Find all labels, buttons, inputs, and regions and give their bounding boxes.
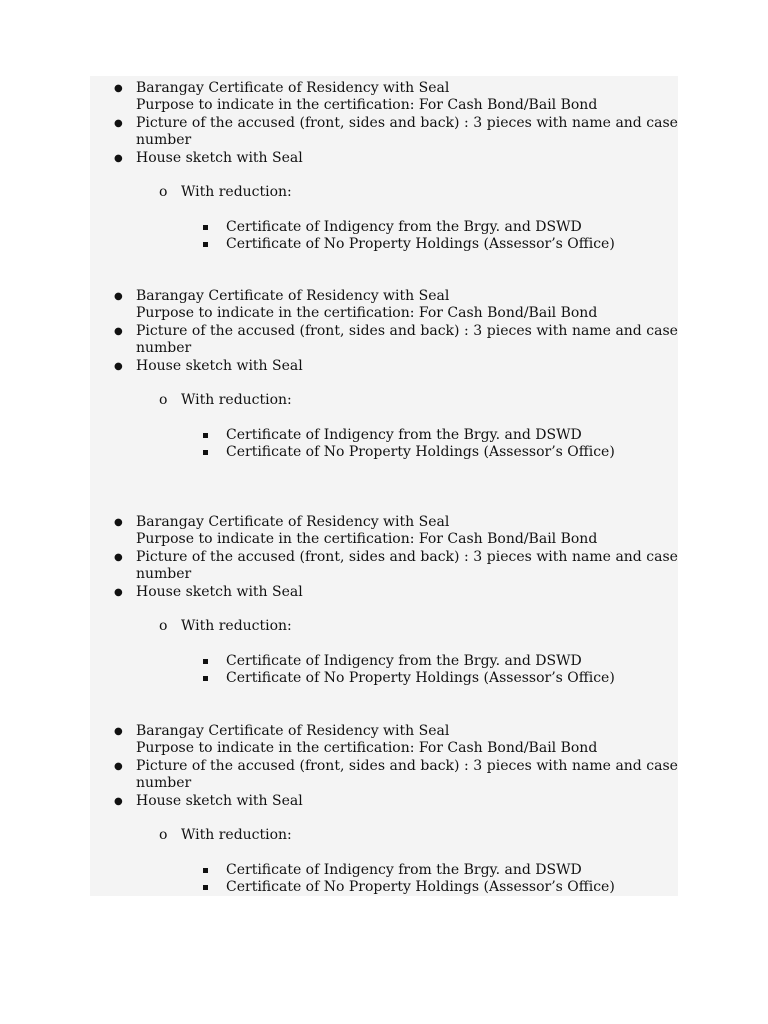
bullet-icon: ●	[114, 552, 123, 563]
bullet-icon: ●	[114, 326, 123, 337]
word: and	[615, 115, 642, 131]
square-bullet-icon	[203, 885, 208, 890]
requirement-purpose: Purpose to indicate in the certification: For Cash Bond/Bail Bond	[136, 740, 598, 756]
bullet-icon: ●	[114, 726, 123, 737]
word: Picture	[136, 115, 188, 131]
word: sides	[348, 323, 386, 339]
word: of	[191, 758, 206, 774]
word: back)	[420, 323, 460, 339]
sub-sub-item: Certificate of No Property Holdings (Assessor’s Office)	[226, 236, 615, 252]
word: (front,	[299, 323, 345, 339]
word: with	[536, 758, 568, 774]
sub-item: With reduction:	[181, 827, 292, 843]
requirement-purpose: Purpose to indicate in the certification: For Cash Bond/Bail Bond	[136, 305, 598, 321]
word: case	[646, 323, 678, 339]
requirement-item: Barangay Certificate of Residency with Seal	[136, 288, 450, 304]
bullet-icon: ●	[114, 517, 123, 528]
requirement-item: House sketch with Seal	[136, 584, 303, 600]
bullet-icon: ●	[114, 291, 123, 302]
sub-item: With reduction:	[181, 392, 292, 408]
sub-item: With reduction:	[181, 618, 292, 634]
word: back)	[420, 758, 460, 774]
word: name	[571, 115, 611, 131]
word: back)	[420, 115, 460, 131]
word: the	[210, 758, 233, 774]
sub-item: With reduction:	[181, 184, 292, 200]
word: and	[389, 758, 416, 774]
word: with	[536, 549, 568, 565]
word: name	[571, 549, 611, 565]
word: and	[389, 549, 416, 565]
sub-sub-item: Certificate of No Property Holdings (Assessor’s Office)	[226, 444, 615, 460]
word: case	[646, 115, 678, 131]
word: name	[571, 758, 611, 774]
word: accused	[237, 549, 295, 565]
square-bullet-icon	[203, 433, 208, 438]
word: :	[464, 758, 469, 774]
word: sides	[348, 115, 386, 131]
requirement-item: Barangay Certificate of Residency with Seal	[136, 723, 450, 739]
circle-bullet-icon: o	[159, 392, 168, 408]
word: pieces	[486, 758, 532, 774]
word: (front,	[299, 115, 345, 131]
circle-bullet-icon: o	[159, 618, 168, 634]
word: 3	[473, 323, 483, 339]
word: and	[389, 115, 416, 131]
word: with	[536, 323, 568, 339]
word: pieces	[486, 323, 532, 339]
requirement-item: House sketch with Seal	[136, 358, 303, 374]
sub-sub-item: Certificate of Indigency from the Brgy. and DSWD	[226, 653, 582, 669]
word: Picture	[136, 758, 188, 774]
word: accused	[237, 115, 295, 131]
square-bullet-icon	[203, 225, 208, 230]
word: 3	[473, 115, 483, 131]
requirement-purpose: Purpose to indicate in the certification: For Cash Bond/Bail Bond	[136, 531, 598, 547]
sub-sub-item: Certificate of Indigency from the Brgy. and DSWD	[226, 427, 582, 443]
requirement-item	[136, 758, 678, 775]
word: of	[191, 115, 206, 131]
word: accused	[237, 758, 295, 774]
circle-bullet-icon: o	[159, 184, 168, 200]
bullet-icon: ●	[114, 587, 123, 598]
word: 3	[473, 758, 483, 774]
requirement-item: House sketch with Seal	[136, 793, 303, 809]
requirement-item	[136, 115, 678, 132]
requirement-item: Barangay Certificate of Residency with Seal	[136, 80, 450, 96]
requirement-item-continued: number	[136, 566, 192, 582]
word: (front,	[299, 758, 345, 774]
bullet-icon: ●	[114, 361, 123, 372]
word: and	[389, 323, 416, 339]
word: case	[646, 758, 678, 774]
word: the	[210, 549, 233, 565]
requirement-item	[136, 549, 678, 566]
bullet-icon: ●	[114, 83, 123, 94]
bullet-icon: ●	[114, 153, 123, 164]
sub-sub-item: Certificate of Indigency from the Brgy. and DSWD	[226, 219, 582, 235]
square-bullet-icon	[203, 659, 208, 664]
circle-bullet-icon: o	[159, 827, 168, 843]
square-bullet-icon	[203, 450, 208, 455]
sub-sub-item: Certificate of No Property Holdings (Assessor’s Office)	[226, 879, 615, 895]
word: name	[571, 323, 611, 339]
word: the	[210, 115, 233, 131]
bullet-icon: ●	[114, 796, 123, 807]
word: Picture	[136, 549, 188, 565]
word: of	[191, 549, 206, 565]
word: and	[615, 549, 642, 565]
bullet-icon: ●	[114, 761, 123, 772]
word: the	[210, 323, 233, 339]
requirement-purpose: Purpose to indicate in the certification: For Cash Bond/Bail Bond	[136, 97, 598, 113]
requirement-item-continued: number	[136, 132, 192, 148]
word: :	[464, 549, 469, 565]
requirement-item-continued: number	[136, 775, 192, 791]
word: 3	[473, 549, 483, 565]
sub-sub-item: Certificate of Indigency from the Brgy. and DSWD	[226, 862, 582, 878]
word: :	[464, 115, 469, 131]
word: :	[464, 323, 469, 339]
word: sides	[348, 758, 386, 774]
word: and	[615, 758, 642, 774]
word: case	[646, 549, 678, 565]
square-bullet-icon	[203, 676, 208, 681]
word: pieces	[486, 115, 532, 131]
requirement-item: House sketch with Seal	[136, 150, 303, 166]
word: and	[615, 323, 642, 339]
square-bullet-icon	[203, 242, 208, 247]
word: accused	[237, 323, 295, 339]
square-bullet-icon	[203, 868, 208, 873]
word: with	[536, 115, 568, 131]
requirement-item: Barangay Certificate of Residency with Seal	[136, 514, 450, 530]
word: of	[191, 323, 206, 339]
word: Picture	[136, 323, 188, 339]
requirement-item	[136, 323, 678, 340]
word: back)	[420, 549, 460, 565]
bullet-icon: ●	[114, 118, 123, 129]
word: sides	[348, 549, 386, 565]
word: (front,	[299, 549, 345, 565]
requirement-item-continued: number	[136, 340, 192, 356]
sub-sub-item: Certificate of No Property Holdings (Assessor’s Office)	[226, 670, 615, 686]
word: pieces	[486, 549, 532, 565]
